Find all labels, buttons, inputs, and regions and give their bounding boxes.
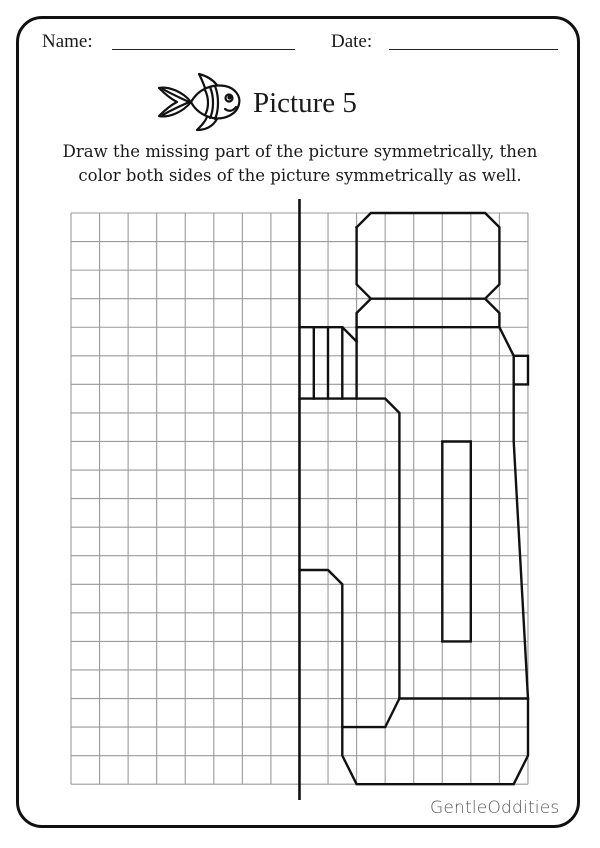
date-label: Date:	[331, 31, 373, 52]
instructions-line-2: color both sides of the picture symmetrically as well.	[78, 166, 522, 185]
brand-logo: GentleOddities	[430, 798, 560, 818]
instructions-line-1: Draw the missing part of the picture symmetrically, then	[62, 142, 538, 161]
name-label: Name:	[42, 31, 93, 52]
picture-title: Picture 5	[253, 87, 357, 119]
